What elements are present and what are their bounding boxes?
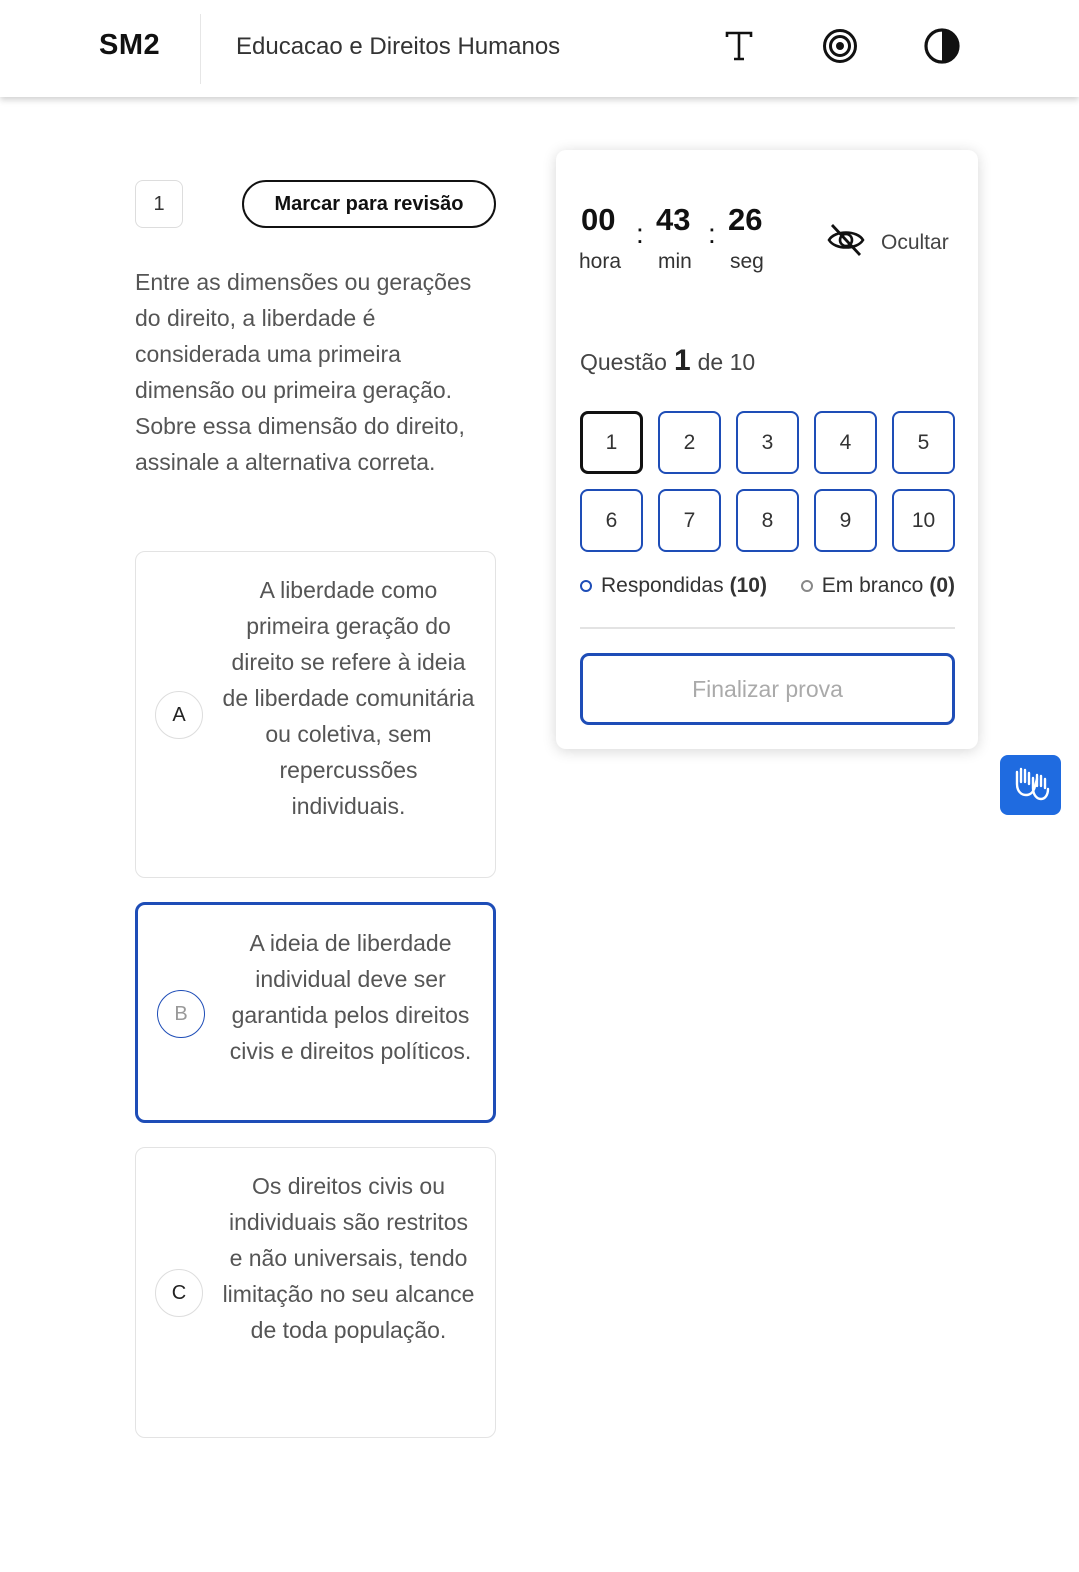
option-c[interactable] <box>135 1147 496 1438</box>
question-nav-button-2[interactable]: 2 <box>658 411 721 474</box>
question-nav-button-9[interactable]: 9 <box>814 489 877 552</box>
question-nav-button-4[interactable]: 4 <box>814 411 877 474</box>
contrast-icon[interactable] <box>920 24 964 68</box>
blank-dot-icon <box>801 580 813 592</box>
timer-minutes: 43 <box>656 202 691 237</box>
option-a[interactable] <box>135 551 496 878</box>
option-text: A liberdade como primeira geração do direito se refere à ideia de liberdade comunitária ou coletiva, sem repercussões individuais. <box>222 577 475 819</box>
hide-timer-button[interactable] <box>826 220 949 265</box>
panel-divider <box>580 627 955 629</box>
timer-hours: 00 <box>581 202 616 237</box>
exam-panel <box>556 150 978 749</box>
question-nav-button-3[interactable]: 3 <box>736 411 799 474</box>
answered-dot-icon <box>580 580 592 592</box>
timer-seconds: 26 <box>728 202 763 237</box>
question-nav-button-5[interactable]: 5 <box>892 411 955 474</box>
sign-language-button[interactable] <box>1000 755 1061 815</box>
option-text: Os direitos civis ou individuais são restritos e não universais, tendo limitação no seu alcance de toda população. <box>222 1173 475 1343</box>
header-divider <box>200 14 201 84</box>
question-nav-button-1[interactable]: 1 <box>580 411 643 474</box>
legend-blank-count: (0) <box>929 574 955 597</box>
mark-for-review-button[interactable]: Marcar para revisão <box>242 180 496 228</box>
question-nav-button-8[interactable]: 8 <box>736 489 799 552</box>
font-size-icon[interactable] <box>717 24 761 68</box>
legend-blank-label: Em branco <box>821 574 924 597</box>
timer-hours-label: hora <box>579 250 622 273</box>
brand-logo: SM2 <box>99 29 161 61</box>
timer-separator: : <box>636 218 644 249</box>
timer-seconds-label: seg <box>730 250 764 273</box>
question-counter-suffix: de 10 <box>697 349 756 375</box>
legend-answered-count: (10) <box>729 574 767 597</box>
question-nav-button-7[interactable]: 7 <box>658 489 721 552</box>
option-text: A ideia de liberdade individual deve ser garantida pelos direitos civis e direitos políticos. <box>229 930 472 1064</box>
question-number-badge: 1 <box>135 180 183 228</box>
course-title: Educacao e Direitos Humanos <box>236 33 561 60</box>
timer-separator: : <box>708 218 716 249</box>
option-letter: B <box>157 990 205 1038</box>
question-counter-current: 1 <box>673 344 691 377</box>
option-b[interactable] <box>135 902 496 1123</box>
legend-answered <box>580 574 767 598</box>
question-nav-button-10[interactable]: 10 <box>892 489 955 552</box>
option-letter: C <box>155 1269 203 1317</box>
sign-language-icon <box>1011 764 1051 807</box>
timer-minutes-label: min <box>658 250 692 273</box>
option-letter: A <box>155 691 203 739</box>
target-icon[interactable] <box>818 24 862 68</box>
legend-blank <box>801 574 955 598</box>
hide-timer-label: Ocultar <box>881 230 949 254</box>
question-counter <box>580 344 755 378</box>
eye-off-icon <box>826 220 866 265</box>
top-bar <box>0 0 1079 97</box>
question-nav-button-6[interactable]: 6 <box>580 489 643 552</box>
question-counter-prefix: Questão <box>580 349 667 375</box>
question-navigator-grid <box>580 411 955 552</box>
legend-answered-label: Respondidas <box>601 574 724 597</box>
finish-exam-button[interactable]: Finalizar prova <box>580 653 955 725</box>
answer-legend <box>580 574 955 598</box>
question-text: Entre as dimensões ou gerações do direito, a liberdade é considerada uma primeira dimensão ou primeira geração. Sobre essa dimensão do direito, assinale a alternativa correta. <box>135 269 472 475</box>
